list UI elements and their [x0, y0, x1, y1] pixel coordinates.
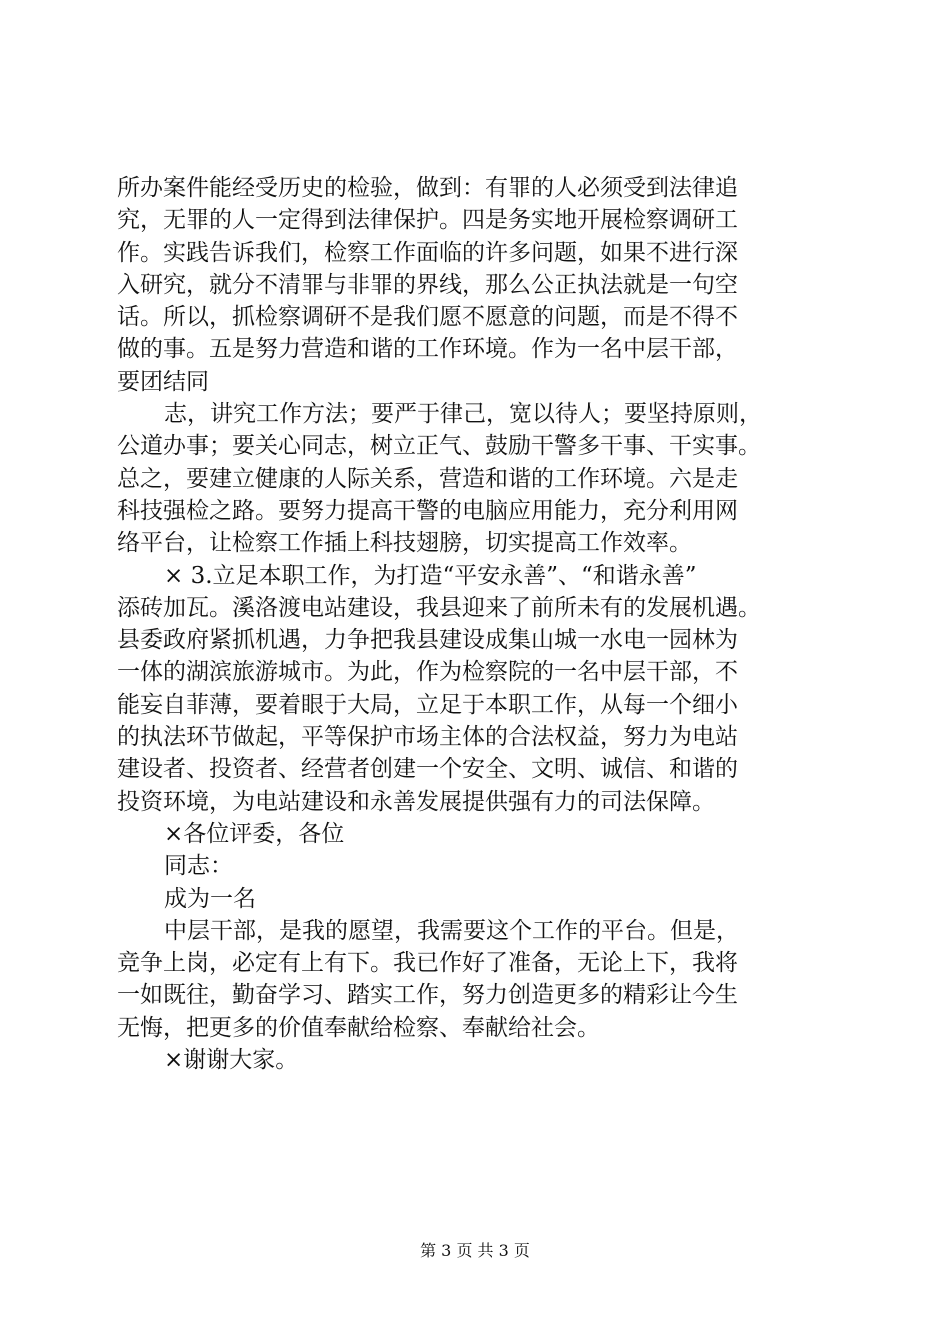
document-body — [117, 172, 833, 1076]
text-line: 究，无罪的人一定得到法律保护。四是务实地开展检察调研工 — [117, 207, 738, 234]
text-line: 成为一名 — [164, 885, 256, 912]
text-line: 建设者、投资者、经营者创建一个安全、文明、诚信、和谐的 — [117, 756, 738, 783]
page-footer: 第 3 页 共 3 页 — [420, 1241, 530, 1260]
text-line: 志，讲究工作方法；要严于律己，宽以待人；要坚持原则， — [164, 401, 762, 428]
text-line: 县委政府紧抓机遇，力争把我县建设成集山城一水电一园林为 — [117, 627, 738, 654]
text-line: 中层干部，是我的愿望，我需要这个工作的平台。但是， — [164, 917, 739, 944]
text-line: 话。所以，抓检察调研不是我们愿不愿意的问题，而是不得不 — [117, 304, 738, 331]
text-line: 一体的湖滨旅游城市。为此，作为检察院的一名中层干部，不 — [117, 659, 738, 686]
text-line: 总之，要建立健康的人际关系，营造和谐的工作环境。六是走 — [117, 465, 738, 492]
text-line: 竞争上岗，必定有上有下。我已作好了准备，无论上下，我将 — [117, 950, 738, 977]
text-line: 做的事。五是努力营造和谐的工作环境。作为一名中层干部， — [117, 336, 738, 363]
text-line: 能妄自菲薄，要着眼于大局，立足于本职工作，从每一个细小 — [117, 691, 738, 718]
text-line: 科技强检之路。要努力提高干警的电脑应用能力，充分利用网 — [117, 497, 738, 524]
text-line: × 3.立足本职工作，为打造“平安永善”、“和谐永善” — [164, 562, 697, 589]
text-line: 无悔，把更多的价值奉献给检察、奉献给社会。 — [117, 1014, 600, 1041]
text-line: 同志： — [164, 853, 233, 880]
text-line: 要团结同 — [117, 368, 209, 395]
text-line: 添砖加瓦。溪洛渡电站建设，我县迎来了前所未有的发展机遇。 — [117, 594, 761, 621]
text-line: 公道办事；要关心同志，树立正气、鼓励干警多干事、干实事。 — [117, 433, 761, 460]
text-line: 投资环境，为电站建设和永善发展提供强有力的司法保障。 — [117, 788, 715, 815]
text-line: 所办案件能经受历史的检验，做到：有罪的人必须受到法律追 — [117, 175, 738, 201]
text-line: 的执法环节做起，平等保护市场主体的合法权益，努力为电站 — [117, 724, 738, 751]
text-line: 络平台，让检察工作插上科技翅膀，切实提高工作效率。 — [117, 530, 692, 557]
text-line: ×谢谢大家。 — [164, 1047, 299, 1074]
text-line: ×各位评委，各位 — [164, 820, 345, 847]
text-line: 作。实践告诉我们，检察工作面临的许多问题，如果不进行深 — [117, 239, 738, 266]
text-line: 一如既往，勤奋学习、踏实工作，努力创造更多的精彩让今生 — [117, 982, 738, 1009]
text-line: 入研究，就分不清罪与非罪的界线，那么公正执法就是一句空 — [117, 271, 738, 298]
